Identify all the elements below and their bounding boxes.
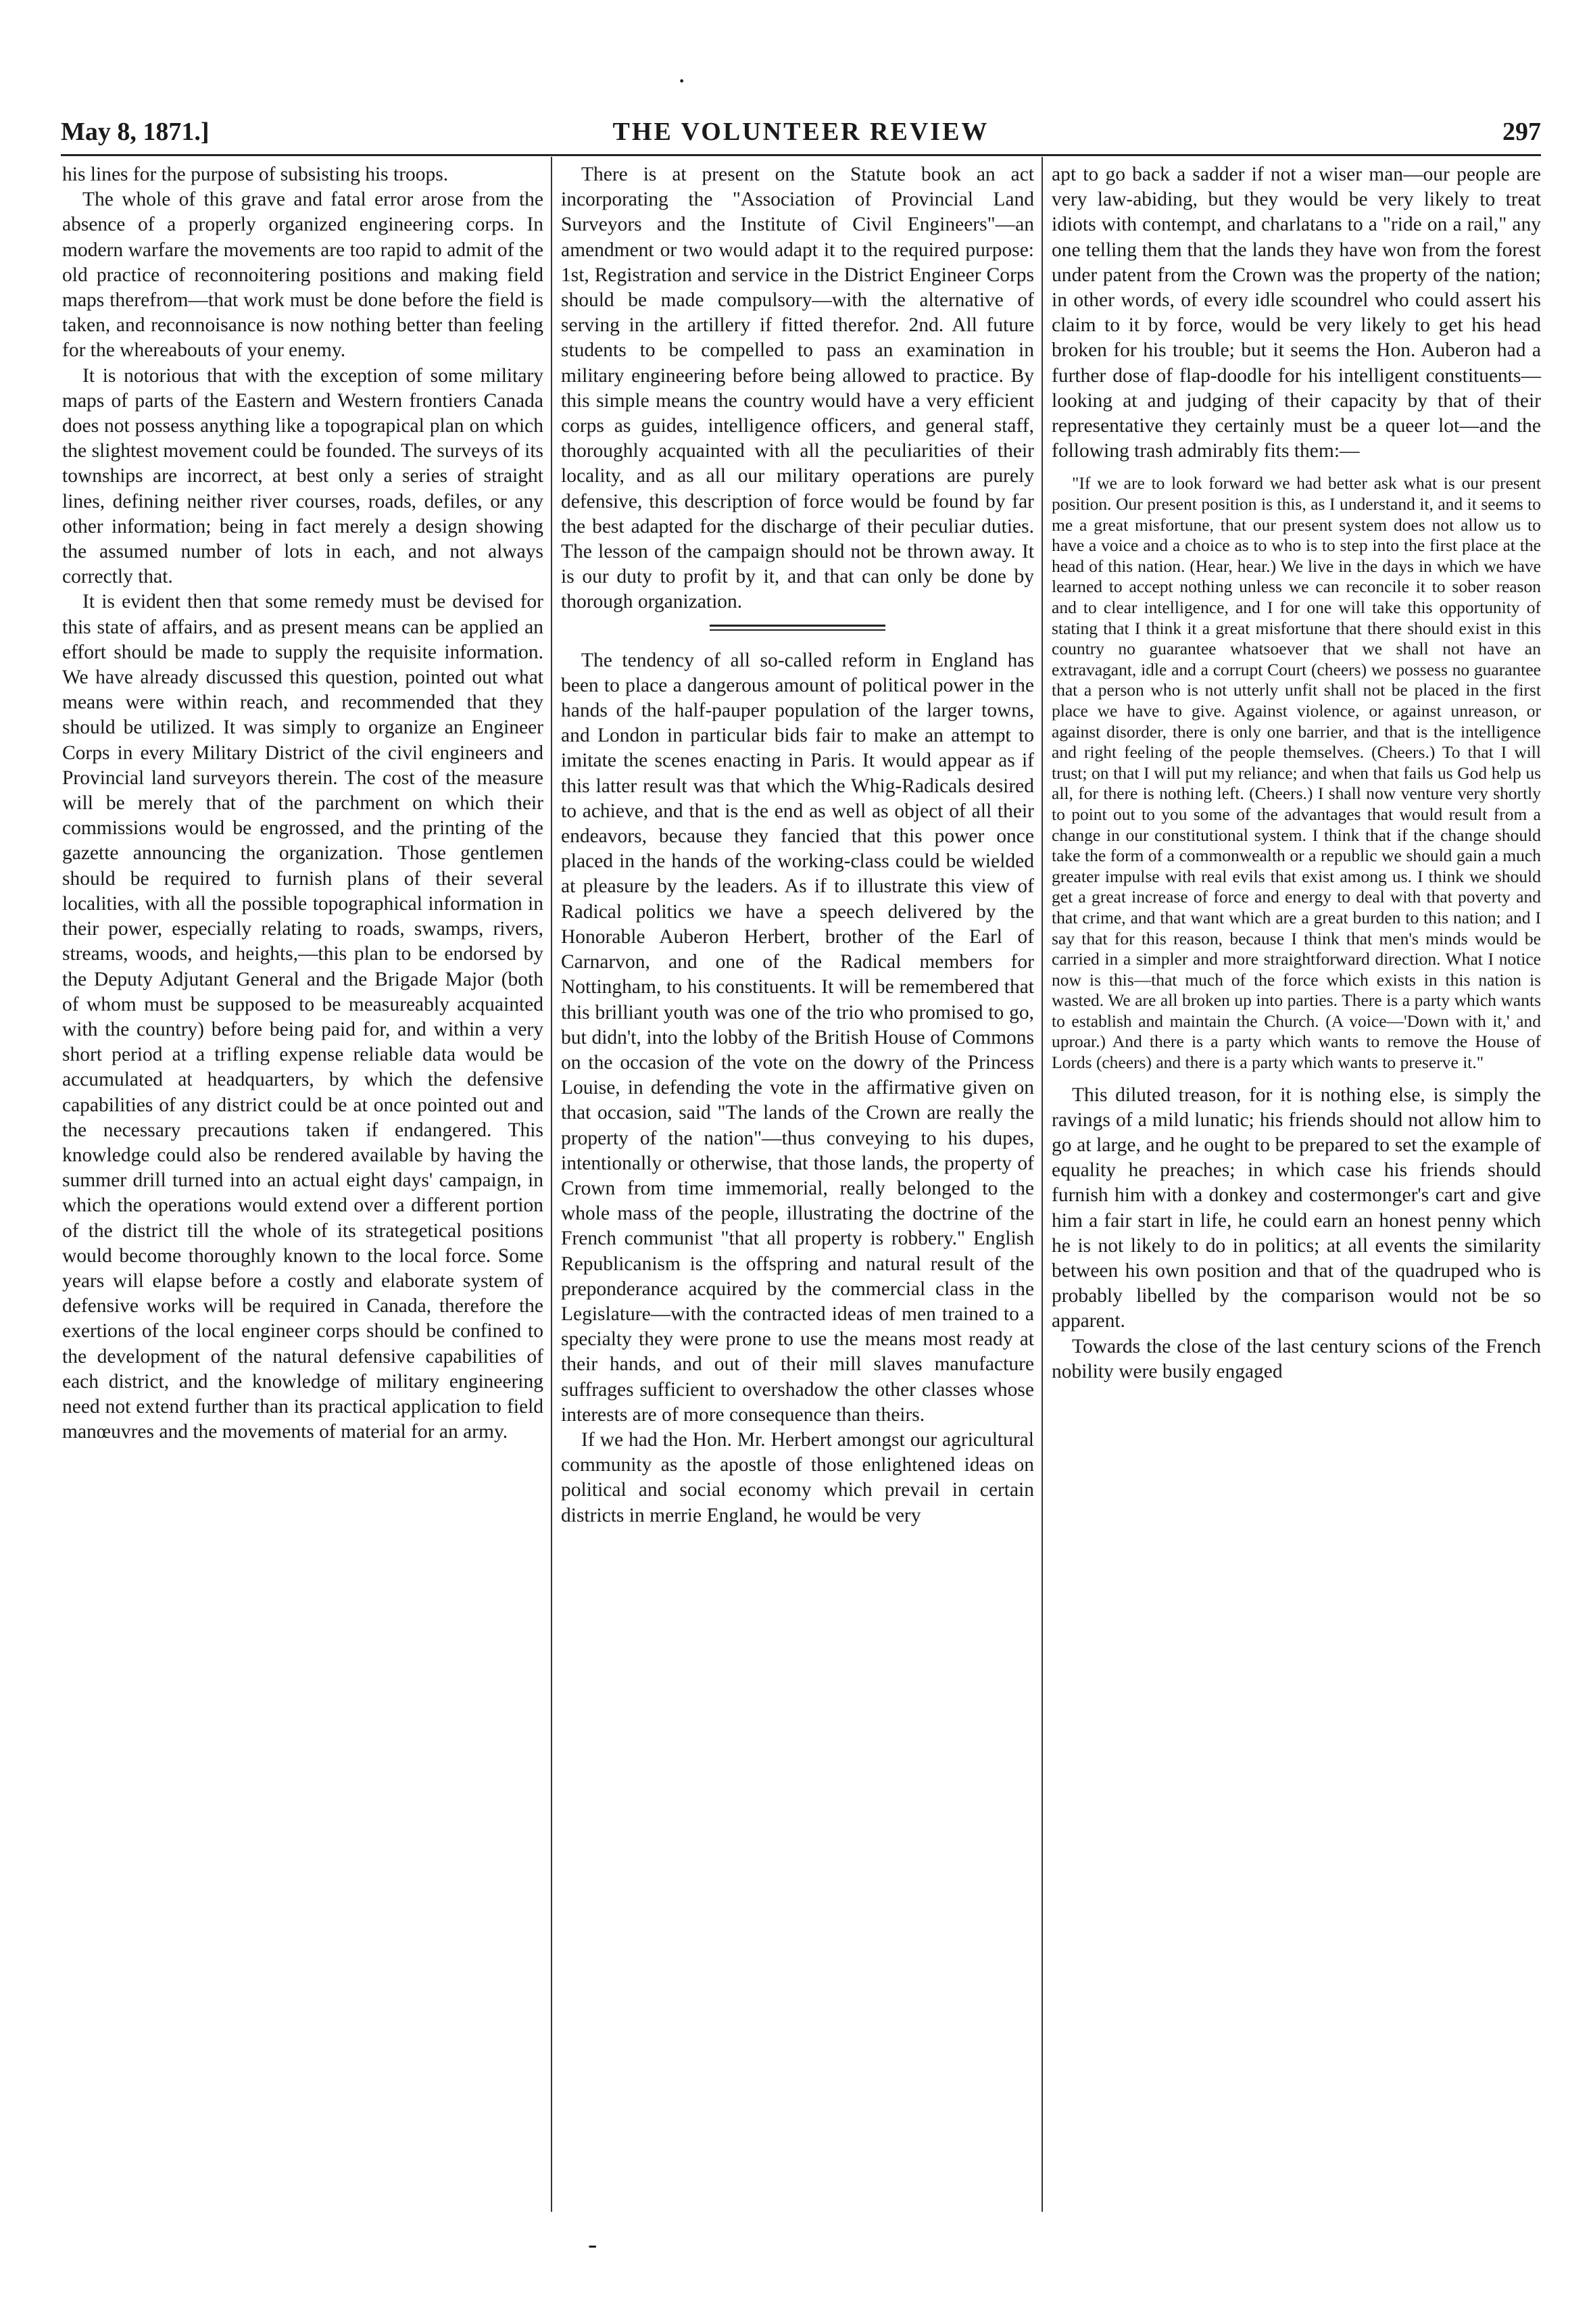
page-header bbox=[61, 112, 1541, 152]
paragraph: This diluted treason, for it is nothing else, is simply the ravings of a mild lunatic; his friends should not allow him to go at large, and he ought to be prepared to set the example of equality he preaches; in which case his friends should furnish him with a donkey and costermonger's cart and give him a fair start in life, he could earn an honest penny which he is not likely to do in politics; at all events the similarity between his own position and that of the quadruped who is probably libelled by the comparison would not be so apparent. bbox=[1052, 1084, 1541, 1332]
paragraph: It is evident then that some remedy must be devised for this state of affairs, and as present means can be applied an effort should be made to supply the requisite information. We have already discussed this question, pointed out what means were within reach, and recommended that they should be utilized. It was simply to organize an Engineer Corps in every Military District of the civil engineers and Provincial land surveyors therein. The cost of the measure will be merely that of the parchment on which their commissions would be engrossed, and the printing of the gazette announcing the organization. Those gentlemen should be required to furnish plans of their several localities, with all the possible topographical information in their power, especially relating to roads, swamps, rivers, streams, woods, and heights,—this plan to be endorsed by the Deputy Adjutant General and the Brigade Major (both of whom must be supposed to be measureably acquainted with the country) before being paid for, and within a very short period at a trifling expense reliable data would be accumulated at headquarters, by which the defensive capabilities of any district could be at once pointed out and the necessary precautions taken if endangered. This knowledge could also be rendered available by having the summer drill turned into an actual eight days' campaign, in which the operations would extend over a different portion of the district till the whole of its strategetical positions would become thoroughly known to the local force. Some years will elapse before a costly and elaborate system of defensive works will be required in Canada, therefore the exertions of the local engineer corps should be confined to the development of the natural defensive capabilities of each district, and the knowledge of military engineering need not extend further than its practical application to field manœuvres and the movements of material for an army. bbox=[62, 591, 543, 1443]
paragraph: The tendency of all so-called reform in England has been to place a dangerous amount of political power in the hands of the half-pauper population of the larger towns, and London in particular bids fair to make an attempt to imitate the scenes enacting in Paris. It would appear as if this latter result was that which the Whig-Radicals desired to achieve, and that is the end as well as object of all their endeavors, because they fancied that this power once placed in the hands of the working-class could be wielded at pleasure by the leaders. As if to illustrate this view of Radical politics we have a speech delivered by the Honorable Auberon Herbert, brother of the Earl of Carnarvon, and one of the Radical members for Nottingham, to his constituents. It will be remembered that this brilliant youth was one of the trio who promised to go, but didn't, into the lobby of the British House of Commons on the occasion of the vote on the dowry of the Princess Louise, in defending the vote in the affirmative given on that occasion, said "The lands of the Crown are really the property of the nation"—thus conveying to his dupes, intentionally or otherwise, that those lands, the property of Crown from time immemorial, really belonged to the whole mass of the people, illustrating the doctrine of the French communist "that all property is robbery." English Republicanism is the offspring and natural result of the preponderance acquired by the commercial class in the Legislature—with the contracted ideas of men trained to a specialty they were prone to use the means most ready at their hands, and out of their mill slaves manufacture suffrages sufficient to overshadow the other classes whose interests are of more consequence than theirs. bbox=[561, 649, 1034, 1426]
column-divider-1 bbox=[551, 157, 552, 2212]
quoted-speech: "If we are to look forward we had better ask what is our present position. Our present position is this, as I understand it, and it seems to me a great misfortune, that our present system does not allow us to have a voice and a choice as to who is to step into the first place at the head of this nation. (Hear, hear.) We live in the days in which we have learned to accept nothing unless we can reconcile it to sober reason and to clear intelligence, and I for one will take this opportunity of stating that I think it a great misfortune that there should exist in this country no guarantee whatsoever that we shall not have an extravagant, idle and a corrupt Court (cheers) we possess no guarantee that a person who is not utterly unfit shall not be placed in the first place we have to give. Against violence, or against unreason, or against disorder, there is only one barrier, and that is the intelligence and right feeling of the people themselves. (Cheers.) To that I will trust; on that I will put my reliance; and when that fails us God help us all, for there is nothing left. (Cheers.) I shall now venture very shortly to point out to you some of the advantages that would result from a change in our constitutional system. I think that if the change should take the form of a commonwealth or a republic we should gain a much greater impulse with real evils that exist among us. I think we should get a great increase of force and energy to deal with that poverty and that crime, and that want which are a great burden to this nation; and I say that for this reason, because I think that men's minds would be carried in a simpler and more straightforward direction. What I notice now is this—that much of the force which exists in this nation is wasted. We are all broken up into parties. There is a party which wants to establish and maintain the Church. (A voice—'Down with it,' and uproar.) And there is a party which wants to remove the House of Lords (cheers) and there is a party which wants to preserve it." bbox=[1052, 473, 1541, 1073]
header-date: May 8, 1871.] bbox=[61, 118, 210, 146]
ink-mark: ‐ bbox=[588, 2229, 597, 2259]
column-divider-2 bbox=[1042, 157, 1043, 2212]
column-2 bbox=[561, 162, 1034, 1528]
column-1 bbox=[62, 162, 543, 1445]
header-rule bbox=[61, 154, 1541, 156]
paragraph: There is at present on the Statute book an act incorporating the "Association of Provincial Land Surveyors and the Institute of Civil Engineers"—an amendment or two would adapt it to the required purpose: 1st, Registration and service in the District Engineer Corps should be made compulsory—with the alternative of serving in the artillery if fitted therefor. 2nd. All future students to be compelled to pass an examination in military engineering before being allowed to practice. By this simple means the country would have a very efficient corps as guides, intelligence officers, and general staff, thoroughly acquainted with all the peculiarities of their locality, and as all our military operations are purely defensive, this description of force would be found by far the best adapted for the discharge of their peculiar duties. The lesson of the campaign should not be thrown away. It is our duty to profit by it, and that can only be done by thorough organization. bbox=[561, 164, 1034, 613]
paragraph: The whole of this grave and fatal error arose from the absence of a properly organized engineering corps. In modern warfare the movements are too rapid to admit of the old practice of reconnoitering positions and making field maps therefrom—that work must be done before the field is taken, and reconnoisance is now nothing better than feeling for the whereabouts of your enemy. bbox=[62, 189, 543, 362]
section-separator bbox=[710, 625, 885, 631]
column-3 bbox=[1052, 162, 1541, 1384]
header-title: THE VOLUNTEER REVIEW bbox=[612, 118, 989, 146]
ink-mark: · bbox=[677, 66, 687, 96]
paragraph: his lines for the purpose of subsisting his troops. bbox=[62, 164, 449, 185]
page-number: 297 bbox=[1502, 118, 1541, 146]
paragraph: Towards the close of the last century scions of the French nobility were busily engaged bbox=[1052, 1335, 1541, 1382]
paragraph: It is notorious that with the exception of some military maps of parts of the Eastern and Western frontiers Canada does not possess anything like a topograpical plan on which the slightest movement could be founded. The surveys of its townships are incorrect, at best only a series of straight lines, defining neither river courses, roads, defiles, or any other information; being in fact merely a design showing the assumed number of lots in each, and not always correctly that. bbox=[62, 364, 543, 588]
paragraph: If we had the Hon. Mr. Herbert amongst our agricultural community as the apostle of those enlightened ideas on political and social economy which prevail in certain districts in merrie England, he would be very bbox=[561, 1428, 1034, 1526]
paragraph: apt to go back a sadder if not a wiser man—our people are very law-abiding, but they would be very likely to treat idiots with contempt, and charlatans to a "ride on a rail," any one telling them that the lands they have won from the forest under patent from the Crown was the property of the nation; in other words, of every idle scoundrel who could assert his claim to it by force, would be very likely to get his head broken for his trouble; but it seems the Hon. Auberon had a further dose of flap-doodle for his intelligent constituents—looking at and judging of their capacity by that of their representative they certainly must be a queer lot—and the following trash admirably fits them:— bbox=[1052, 164, 1541, 462]
